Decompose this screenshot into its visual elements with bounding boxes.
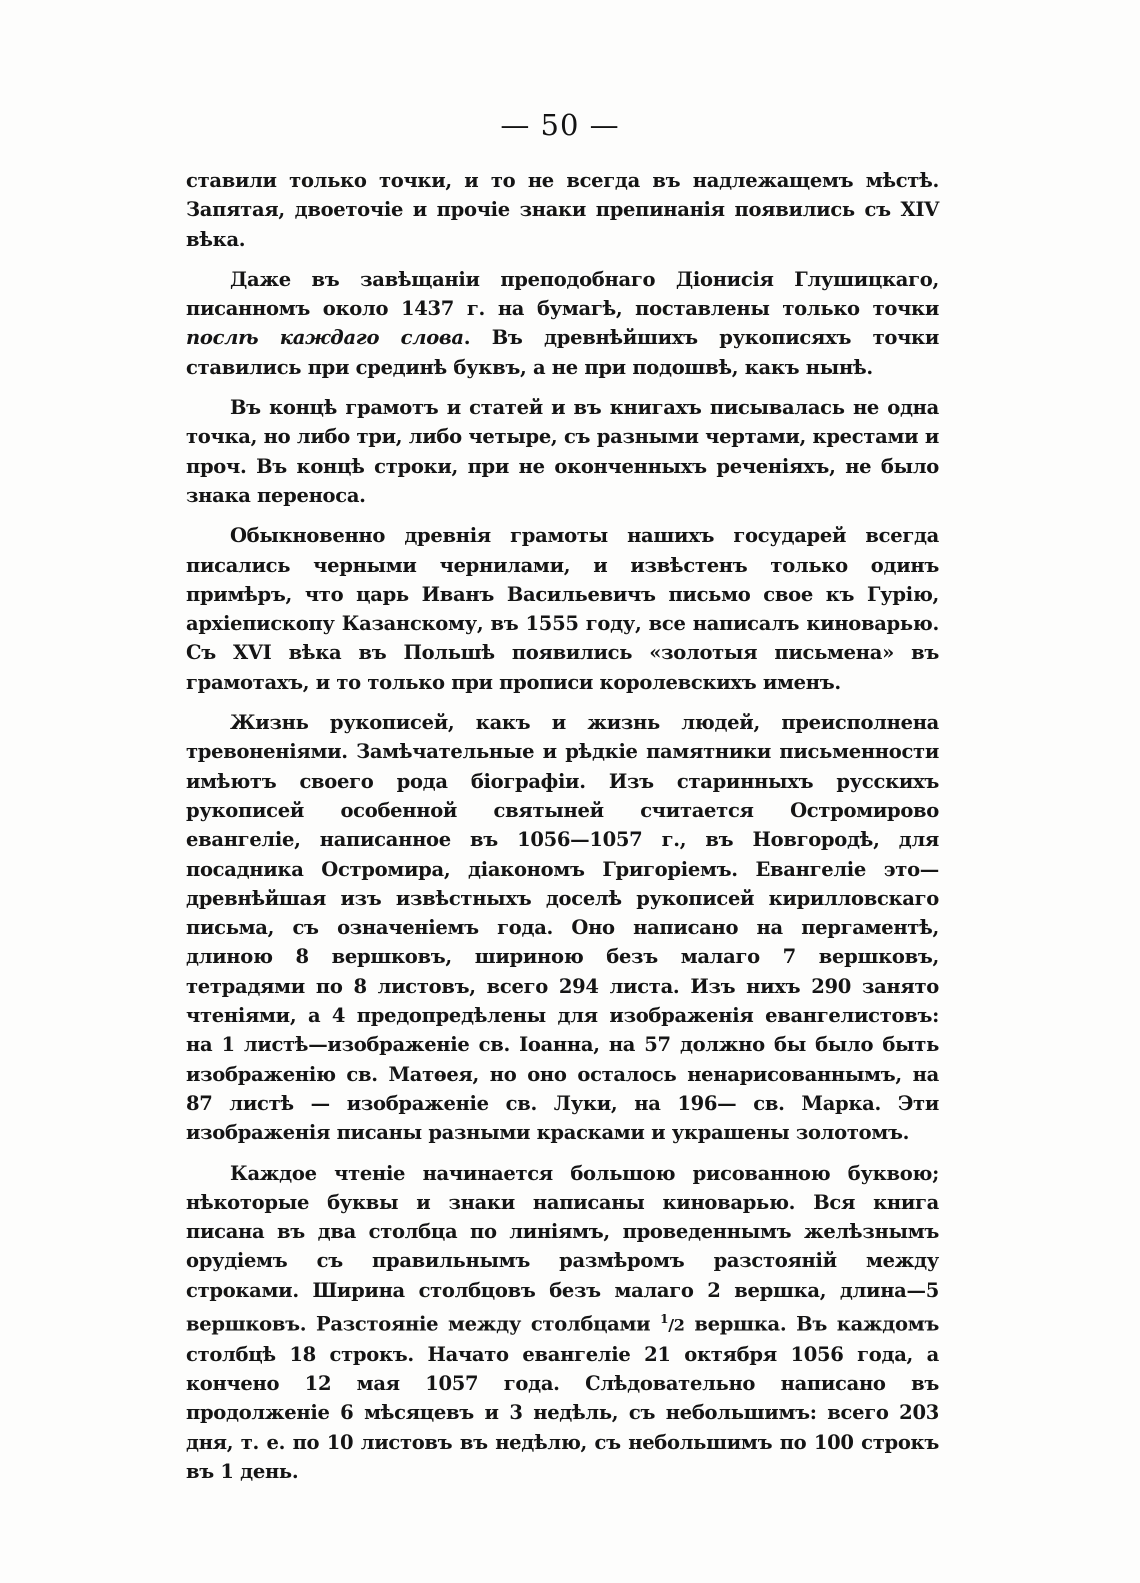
fraction-denominator: /2	[668, 1315, 685, 1335]
paragraph-4: Обыкновенно древнія грамоты нашихъ государей всегда писались черными чернилами, и извѣстенъ только одинъ примѣръ, что царь Иванъ Васильевичъ письмо свое къ Гурію, архіепископу Казанскому, въ 1555 году, все написалъ киноварью. Съ XVI вѣка въ Польшѣ появились «золотыя письмена» въ грамотахъ, и то только при прописи королевскихъ именъ.	[186, 524, 939, 694]
paragraph-2	[186, 265, 939, 382]
fraction-numerator: 1	[660, 1311, 669, 1326]
paragraph-1: ставили только точки, и то не всегда въ надлежащемъ мѣстѣ. Запятая, двоеточіе и прочіе знаки препинанія появились съ XIV вѣка.	[186, 169, 939, 251]
paragraph-6-text-end: вершка. Въ каждомъ столбцѣ 18 строкъ. Начато евангеліе 21 октября 1056 года, а кончено 12 мая 1057 года. Слѣдовательно написано въ продолженіе 6 мѣсяцевъ и 3 недѣль, съ небольшимъ: всего 203 дня, т. е. по 10 листовъ въ недѣлю, съ небольшимъ по 100 строкъ въ 1 день.	[186, 1312, 939, 1483]
body-text	[186, 166, 939, 1497]
paragraph-2-text-start: Даже въ завѣщаніи преподобнаго Діонисія Глушицкаго, писанномъ около 1437 г. на бумагѣ, поставлены только точки	[186, 267, 939, 321]
paragraph-6	[186, 1159, 939, 1487]
paragraph-2-emphasis: послѣ каждаго слова	[186, 326, 464, 350]
paragraph-3: Въ концѣ грамотъ и статей и въ книгахъ писывалась не одна точка, но либо три, либо четыре, съ разными чертами, крестами и проч. Въ концѣ строки, при не оконченныхъ реченіяхъ, не было знака переноса.	[186, 396, 939, 507]
paragraph-5: Жизнь рукописей, какъ и жизнь людей, преисполнена тревоненіями. Замѣчательные и рѣдкіе памятники письменности имѣютъ своего рода біографіи. Изъ старинныхъ русскихъ рукописей особенной святыней считается Остромирово евангеліе, написанное въ 1056—1057 г., въ Новгородѣ, для посадника Остромира, діакономъ Григоріемъ. Евангеліе это—древнѣйшая изъ извѣстныхъ доселѣ рукописей кирилловскаго письма, съ означеніемъ года. Оно написано на пергаментѣ, длиною 8 вершковъ, шириною безъ малаго 7 вершковъ, тетрадями по 8 листовъ, всего 294 листа. Изъ нихъ 290 занято чтеніями, а 4 предопредѣлены для изображенія евангелистовъ: на 1 листѣ—изображеніе св. Іоанна, на 57 должно бы было быть изображенію св. Матѳея, но оно осталось ненарисованнымъ, на 87 листѣ — изображеніе св. Луки, на 196— св. Марка. Эти изображенія писаны разными красками и украшены золотомъ.	[186, 711, 939, 1145]
page-number: — 50 —	[500, 108, 620, 142]
paragraph-2-text-end: . Въ древнѣйшихъ рукописяхъ точки ставились при срединѣ буквъ, а не при подошвѣ, какъ нынѣ.	[186, 326, 939, 379]
paragraph-6-text-start: Каждое чтеніе начинается большою рисованною буквою; нѣкоторые буквы и знаки написаны киноварью. Вся книга писана въ два столбца по линіямъ, проведеннымъ желѣзнымъ орудіемъ съ правильнымъ размѣромъ разстояній между строками. Ширина столбцовъ безъ малаго 2 вершка, длина—5 вершковъ. Разстояніе между столбцами	[186, 1161, 939, 1336]
